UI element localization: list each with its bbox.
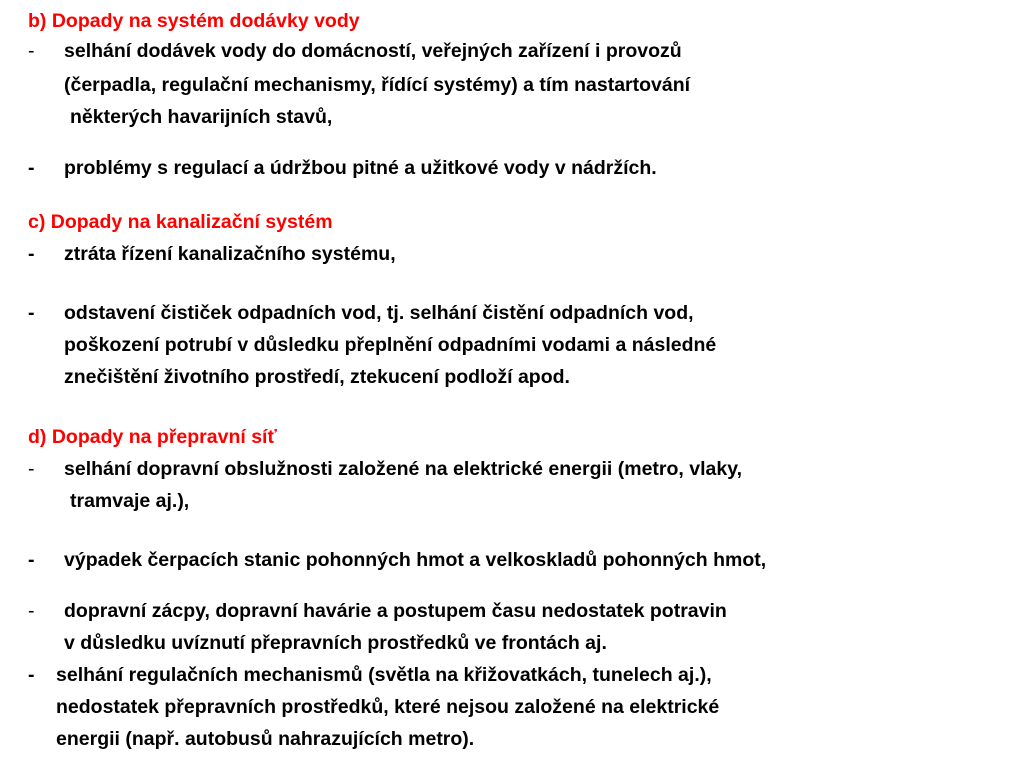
bullet-dash: - [28,458,35,480]
section-b-item1-line2: (čerpadla, regulační mechanismy, řídící systémy) a tím nastartování [64,74,691,96]
section-b-item1-line3: některých havarijních stavů, [70,106,333,128]
section-b-heading: b) Dopady na systém dodávky vody [28,10,360,32]
section-d-item3-line2: v důsledku uvíznutí přepravních prostředků ve frontách aj. [64,632,607,654]
section-d-item1-line1: selhání dopravní obslužnosti založené na elektrické energii (metro, vlaky, [64,458,743,480]
section-d-item4-line2: nedostatek přepravních prostředků, které nejsou založené na elektrické [56,696,720,718]
section-c-item2-line1: odstavení čističek odpadních vod, tj. selhání čistění odpadních vod, [64,302,694,324]
section-b-item1-line1: selhání dodávek vody do domácností, veřejných zařízení i provozů [64,40,682,62]
bullet-dash: - [28,549,35,571]
section-c-item2-line2: poškození potrubí v důsledku přeplnění odpadními vodami a následné [64,334,717,356]
section-c-item1: ztráta řízení kanalizačního systému, [64,243,396,265]
section-d-item2: výpadek čerpacích stanic pohonných hmot a velkoskladů pohonných hmot, [64,549,767,571]
section-d-heading: d) Dopady na přepravní síť [28,426,277,448]
bullet-dash: - [28,243,35,265]
section-d-item3-line1: dopravní zácpy, dopravní havárie a postupem času nedostatek potravin [64,600,727,622]
section-d-item4-line1: selhání regulačních mechanismů (světla na křižovatkách, tunelech aj.), [56,664,712,686]
bullet-dash: - [28,600,35,622]
bullet-dash: - [28,40,35,62]
bullet-dash: - [28,664,35,686]
section-d-item1-line2: tramvaje aj.), [70,490,190,512]
section-c-heading: c) Dopady na kanalizační systém [28,211,333,233]
section-d-item4-line3: energii (např. autobusů nahrazujících metro). [56,728,475,750]
bullet-dash: - [28,157,35,179]
section-c-item2-line3: znečištění životního prostředí, ztekucení podloží apod. [64,366,570,388]
section-b-item2: problémy s regulací a údržbou pitné a užitkové vody v nádržích. [64,157,657,179]
bullet-dash: - [28,302,35,324]
